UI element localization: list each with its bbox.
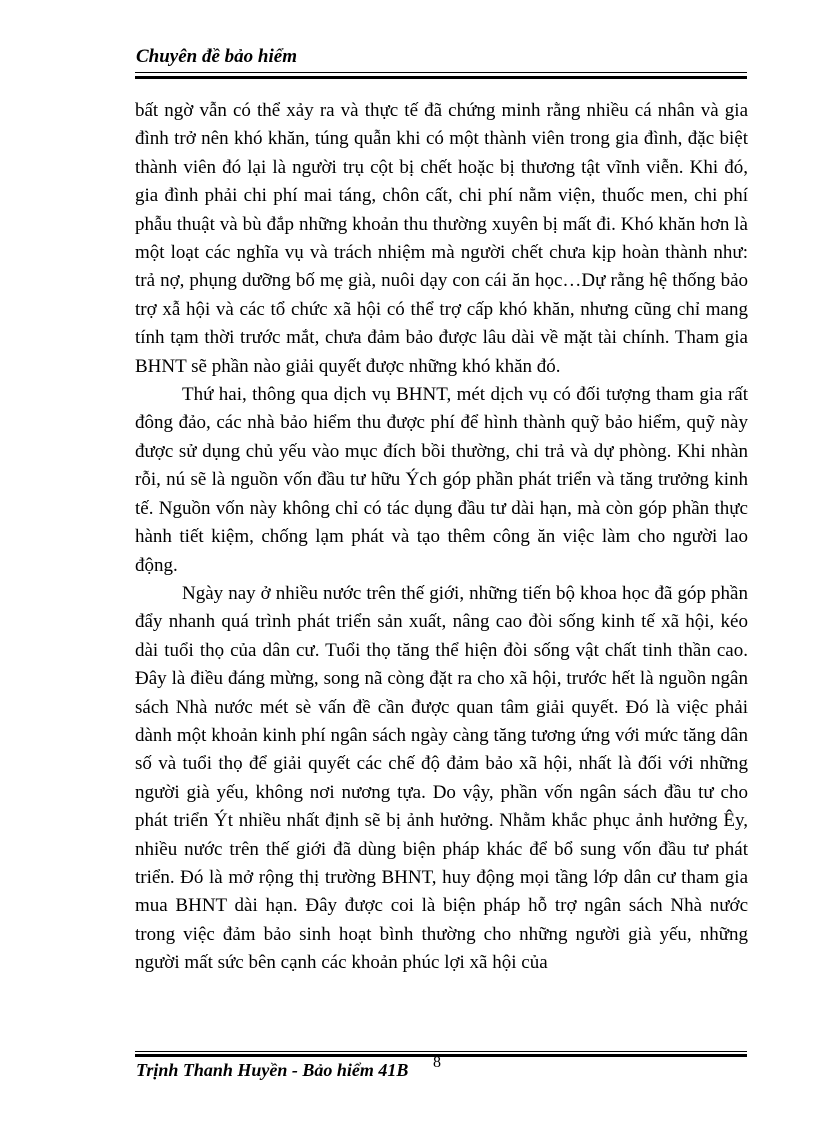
header-rule-thick (135, 76, 747, 79)
header-rule-thin (135, 72, 747, 73)
footer-author: Trịnh Thanh Huyền - Bảo hiểm 41B (136, 1060, 409, 1080)
document-body (135, 97, 748, 978)
footer-rule-thick (135, 1054, 747, 1057)
paragraph-2: Thứ hai, thông qua dịch vụ BHNT, mét dịch vụ có đối tượng tham gia rất đông đảo, các nhà bảo hiểm thu được phí để hình thành quỹ bảo hiểm, quỹ này được sử dụng chủ yếu vào mục đích bồi thường, chi trả và dự phòng. Khi nhàn rỗi, nú sẽ là nguồn vốn đầu tư hữu Ých góp phần phát triển và tăng trưởng kinh tế. Nguồn vốn này không chỉ có tác dụng đầu tư dài hạn, mà còn góp phần thực hành tiết kiệm, chống lạm phát và tạo thêm công ăn việc làm cho người lao động. (135, 384, 748, 576)
page-number: 8 (433, 1054, 441, 1071)
paragraph-1: bất ngờ vẫn có thể xảy ra và thực tế đã chứng minh rằng nhiều cá nhân và gia đình trở nên khó khăn, túng quẫn khi có một thành viên trong gia đình, đặc biệt thành viên đó lại là người trụ cột bị chết hoặc bị thương tật vĩnh viễn. Khi đó, gia đình phải chi phí mai táng, chôn cất, chi phí nằm viện, thuốc men, chi phí phẫu thuật và bù đắp những khoản thu thường xuyên bị mất đi. Khó khăn hơn là một loạt các nghĩa vụ và trách nhiệm mà người chết chưa kịp hoàn thành như: trả nợ, phụng dưỡng bố mẹ già, nuôi dạy con cái ăn học…Dự rằng hệ thống bảo trợ xẫ hội và các tổ chức xã hội có thể trợ cấp khó khăn, nhưng cũng chỉ mang tính tạm thời trước mắt, chưa đảm bảo được lâu dài về mặt tài chính. Tham gia BHNT sẽ phần nào giải quyết được những khó khăn đó. (135, 100, 748, 377)
paragraph-3: Ngày nay ở nhiều nước trên thế giới, những tiến bộ khoa học đã góp phần đẩy nhanh quá trình phát triển sản xuất, nâng cao đòi sống kinh tế xã hội, kéo dài tuổi thọ của dân cư. Tuổi thọ tăng thể hiện đòi sống vật chất tinh thần cao. Đây là điều đáng mừng, song nã còng đặt ra cho xã hội, trước hết là nguồn ngân sách Nhà nước mét sè vấn đề cần được quan tâm giải quyết. Đó là việc phải dành một khoản kinh phí ngân sách ngày càng tăng tương ứng với mức tăng dân số và tuổi thọ để giải quyết các chế độ đảm bảo xã hội, nhất là đối với những người già yếu, không nơi nương tựa. Do vậy, phần vốn ngân sách đầu tư cho phát triển Ýt nhiều nhất định sẽ bị ảnh hưởng. Nhằm khắc phục ảnh hưởng Êy, nhiều nước trên thế giới đã dùng biện pháp khác để bổ sung vốn đầu tư phát triển. Đó là mở rộng thị trường BHNT, huy động mọi tầng lớp dân cư tham gia mua BHNT dài hạn. Đây được coi là biện pháp hỗ trợ ngân sách Nhà nước trong việc đảm bảo sinh hoạt bình thường cho những người già yếu, những người mất sức bên cạnh các khoản phúc lợi xã hội của (135, 582, 748, 974)
footer-rule-thin (135, 1051, 747, 1052)
header-title: Chuyên đề bảo hiểm (136, 46, 297, 67)
